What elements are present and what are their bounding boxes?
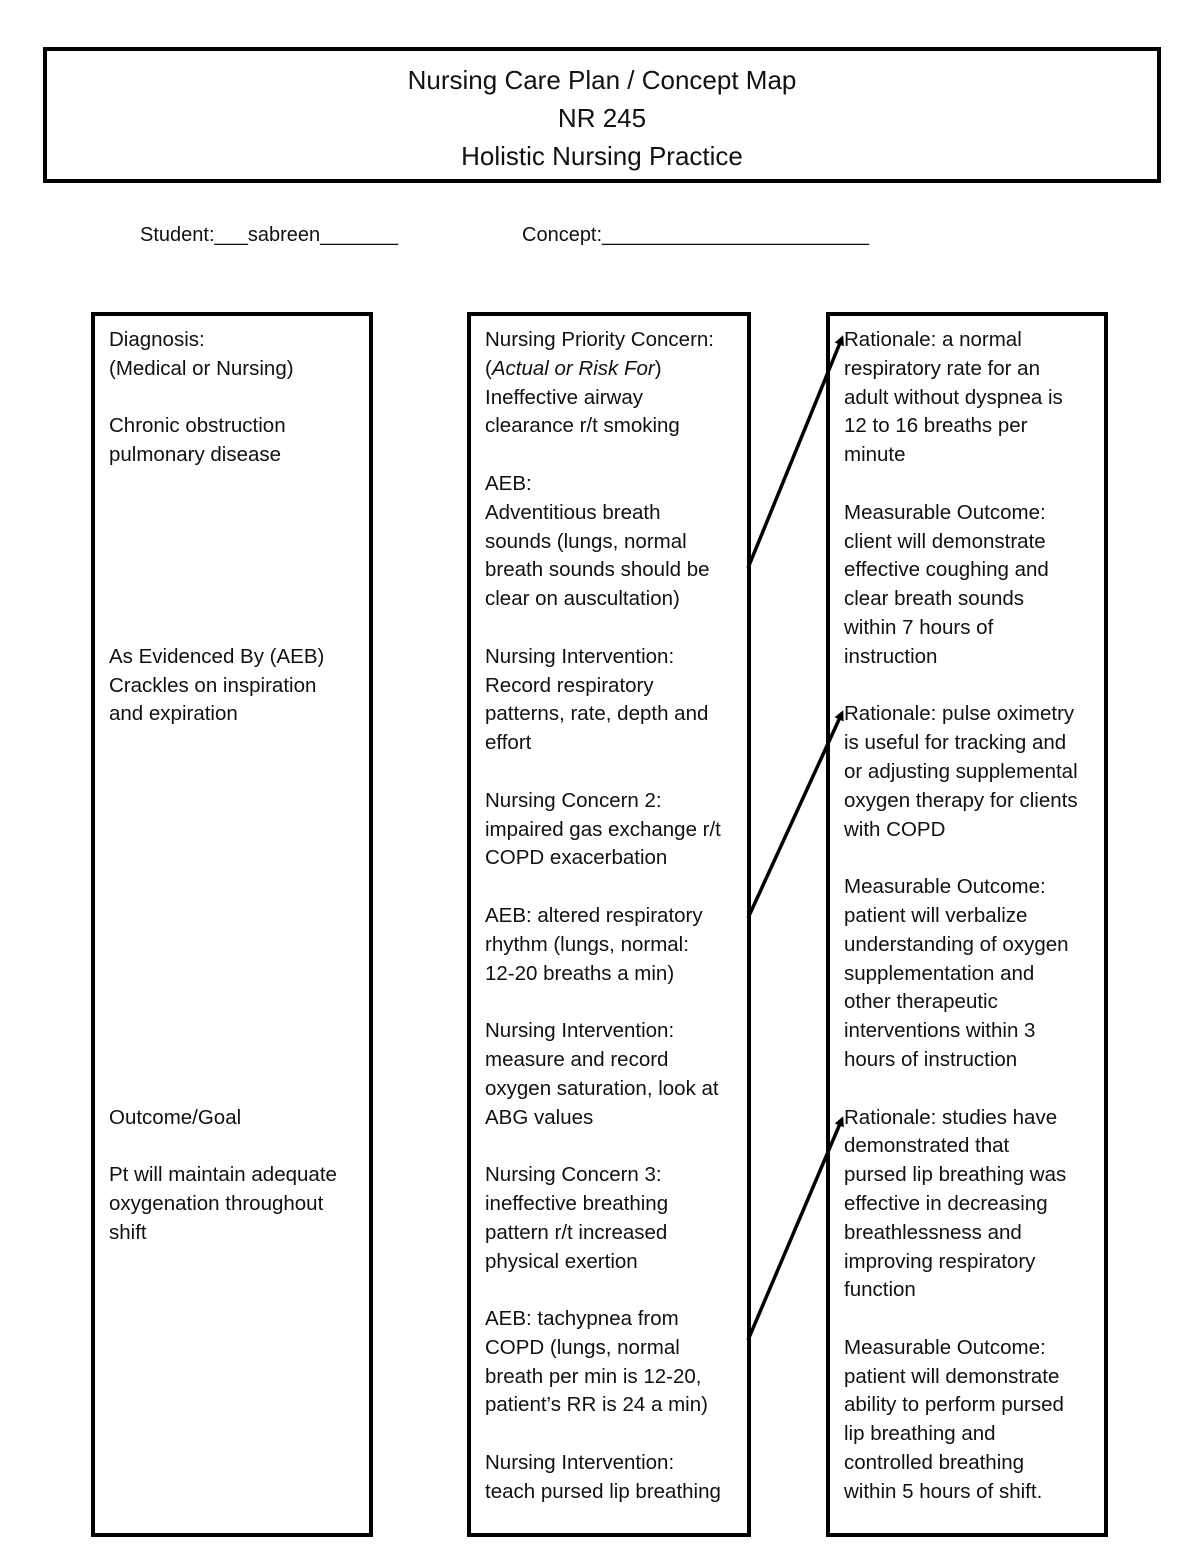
rationale-1-block bbox=[844, 326, 1092, 470]
outcome-line: Pt will maintain adequate bbox=[109, 1163, 337, 1187]
diagnosis-line: pulmonary disease bbox=[109, 443, 282, 467]
rationale-column bbox=[826, 312, 1108, 1537]
intervention-line: ABG values bbox=[485, 1105, 594, 1129]
outcome-line: instruction bbox=[844, 644, 938, 668]
diagnosis-value bbox=[109, 412, 357, 470]
paren-open: ( bbox=[485, 356, 492, 380]
intervention-label: Nursing Intervention: bbox=[485, 644, 675, 668]
outcome-line: Measurable Outcome: bbox=[844, 500, 1046, 524]
rationale-line: breathlessness and bbox=[844, 1220, 1022, 1244]
outcome-line: other therapeutic bbox=[844, 990, 998, 1014]
rationale-line: 12 to 16 breaths per bbox=[844, 414, 1028, 438]
page-title: Nursing Care Plan / Concept Map bbox=[407, 65, 797, 95]
diagnosis-column bbox=[91, 312, 373, 1537]
priority-line: clearance r/t smoking bbox=[485, 414, 680, 438]
outcome-1-block bbox=[844, 499, 1092, 672]
concern-label: Nursing Concern 2: bbox=[485, 788, 662, 812]
intervention-line: teach pursed lip breathing bbox=[485, 1479, 721, 1503]
outcome-line: clear breath sounds bbox=[844, 587, 1025, 611]
outcome-line: Measurable Outcome: bbox=[844, 875, 1046, 899]
outcome-line: within 5 hours of shift. bbox=[844, 1479, 1043, 1503]
intervention-2-block bbox=[485, 1017, 735, 1132]
outcome-line: effective coughing and bbox=[844, 558, 1049, 582]
aeb-line: Crackles on inspiration bbox=[109, 673, 317, 697]
intervention-line: measure and record bbox=[485, 1047, 669, 1071]
diagnosis-type: (Medical or Nursing) bbox=[109, 356, 294, 380]
outcome-line: understanding of oxygen bbox=[844, 932, 1069, 956]
concern-line: pattern r/t increased bbox=[485, 1220, 668, 1244]
rationale-3-block bbox=[844, 1104, 1092, 1306]
outcome-line: lip breathing and bbox=[844, 1422, 996, 1446]
priority-line: Ineffective airway bbox=[485, 385, 644, 409]
intervention-line: effort bbox=[485, 731, 532, 755]
nursing-concerns-column bbox=[467, 312, 751, 1537]
rationale-line: minute bbox=[844, 443, 906, 467]
priority-type: Actual or Risk For bbox=[491, 356, 655, 380]
header-box bbox=[43, 47, 1161, 183]
outcome-line: patient will demonstrate bbox=[844, 1364, 1060, 1388]
rationale-line: demonstrated that bbox=[844, 1134, 1010, 1158]
diagnosis-block bbox=[109, 326, 357, 384]
concept-field: Concept:________________________ bbox=[522, 224, 870, 246]
aeb-line: breath sounds should be bbox=[485, 558, 710, 582]
intervention-label: Nursing Intervention: bbox=[485, 1451, 675, 1475]
intervention-line: patterns, rate, depth and bbox=[485, 702, 709, 726]
aeb-line: COPD (lungs, normal bbox=[485, 1335, 680, 1359]
rationale-line: Rationale: studies have bbox=[844, 1105, 1058, 1129]
concern-line: COPD exacerbation bbox=[485, 846, 668, 870]
aeb-block bbox=[109, 643, 357, 729]
aeb-line: clear on auscultation) bbox=[485, 587, 680, 611]
rationale-line: or adjusting supplemental bbox=[844, 759, 1078, 783]
aeb-2-block bbox=[485, 902, 735, 988]
outcome-line: hours of instruction bbox=[844, 1047, 1018, 1071]
outcome-line: shift bbox=[109, 1220, 147, 1244]
concern-line: ineffective breathing bbox=[485, 1191, 669, 1215]
rationale-line: adult without dyspnea is bbox=[844, 385, 1063, 409]
course-code: NR 245 bbox=[557, 103, 647, 133]
outcome-line: ability to perform pursed bbox=[844, 1393, 1064, 1417]
concern-label: Nursing Concern 3: bbox=[485, 1163, 662, 1187]
outcome-2-block bbox=[844, 873, 1092, 1075]
aeb-label: As Evidenced By (AEB) bbox=[109, 644, 325, 668]
aeb-3-block bbox=[485, 1305, 735, 1420]
rationale-line: Rationale: a normal bbox=[844, 328, 1022, 351]
intervention-3-block bbox=[485, 1449, 735, 1507]
diagnosis-line: Chronic obstruction bbox=[109, 414, 286, 438]
aeb-line: and expiration bbox=[109, 702, 238, 726]
rationale-line: Rationale: pulse oximetry bbox=[844, 702, 1075, 726]
intervention-label: Nursing Intervention: bbox=[485, 1019, 675, 1043]
outcome-line: controlled breathing bbox=[844, 1451, 1025, 1475]
page-subtitle: Holistic Nursing Practice bbox=[461, 141, 743, 171]
outcome-line: interventions within 3 bbox=[844, 1019, 1036, 1043]
outcome-line: supplementation and bbox=[844, 961, 1035, 985]
priority-label: Nursing Priority Concern: bbox=[485, 328, 714, 351]
outcome-line: oxygenation throughout bbox=[109, 1191, 324, 1215]
aeb-line: rhythm (lungs, normal: bbox=[485, 932, 689, 956]
priority-type-line bbox=[485, 355, 735, 384]
concern-line: impaired gas exchange r/t bbox=[485, 817, 721, 841]
rationale-line: effective in decreasing bbox=[844, 1191, 1048, 1215]
aeb-line: breath per min is 12-20, bbox=[485, 1364, 702, 1388]
paren-close: ) bbox=[654, 356, 662, 380]
intervention-line: Record respiratory bbox=[485, 673, 654, 697]
outcome-label: Outcome/Goal bbox=[109, 1105, 242, 1129]
concern-2-block bbox=[485, 787, 735, 873]
diagnosis-label: Diagnosis: bbox=[109, 328, 205, 351]
rationale-line: is useful for tracking and bbox=[844, 731, 1067, 755]
rationale-line: pursed lip breathing was bbox=[844, 1163, 1067, 1187]
outcome-block bbox=[109, 1161, 357, 1247]
rationale-line: oxygen therapy for clients bbox=[844, 788, 1078, 812]
rationale-line: respiratory rate for an bbox=[844, 356, 1040, 380]
intervention-line: oxygen saturation, look at bbox=[485, 1076, 719, 1100]
priority-concern-block bbox=[485, 326, 735, 441]
aeb-line: AEB: altered respiratory bbox=[485, 903, 703, 927]
aeb-line: AEB: tachypnea from bbox=[485, 1307, 679, 1331]
aeb-line: 12-20 breaths a min) bbox=[485, 961, 675, 985]
outcome-line: Measurable Outcome: bbox=[844, 1335, 1046, 1359]
outcome-line: patient will verbalize bbox=[844, 903, 1028, 927]
aeb-label: AEB: bbox=[485, 471, 532, 495]
concern-3-block bbox=[485, 1161, 735, 1276]
rationale-line: with COPD bbox=[844, 817, 946, 841]
aeb-line: sounds (lungs, normal bbox=[485, 529, 687, 553]
rationale-line: function bbox=[844, 1278, 916, 1302]
aeb-1-block bbox=[485, 470, 735, 614]
concern-line: physical exertion bbox=[485, 1249, 638, 1273]
outcome-3-block bbox=[844, 1334, 1092, 1507]
student-field: Student:___sabreen_______ bbox=[140, 224, 399, 246]
outcome-label-block bbox=[109, 1104, 357, 1133]
intervention-1-block bbox=[485, 643, 735, 758]
aeb-line: Adventitious breath bbox=[485, 500, 661, 524]
outcome-line: within 7 hours of bbox=[844, 615, 994, 639]
aeb-line: patient’s RR is 24 a min) bbox=[485, 1393, 708, 1417]
rationale-line: improving respiratory bbox=[844, 1249, 1036, 1273]
outcome-line: client will demonstrate bbox=[844, 529, 1046, 553]
rationale-2-block bbox=[844, 700, 1092, 844]
